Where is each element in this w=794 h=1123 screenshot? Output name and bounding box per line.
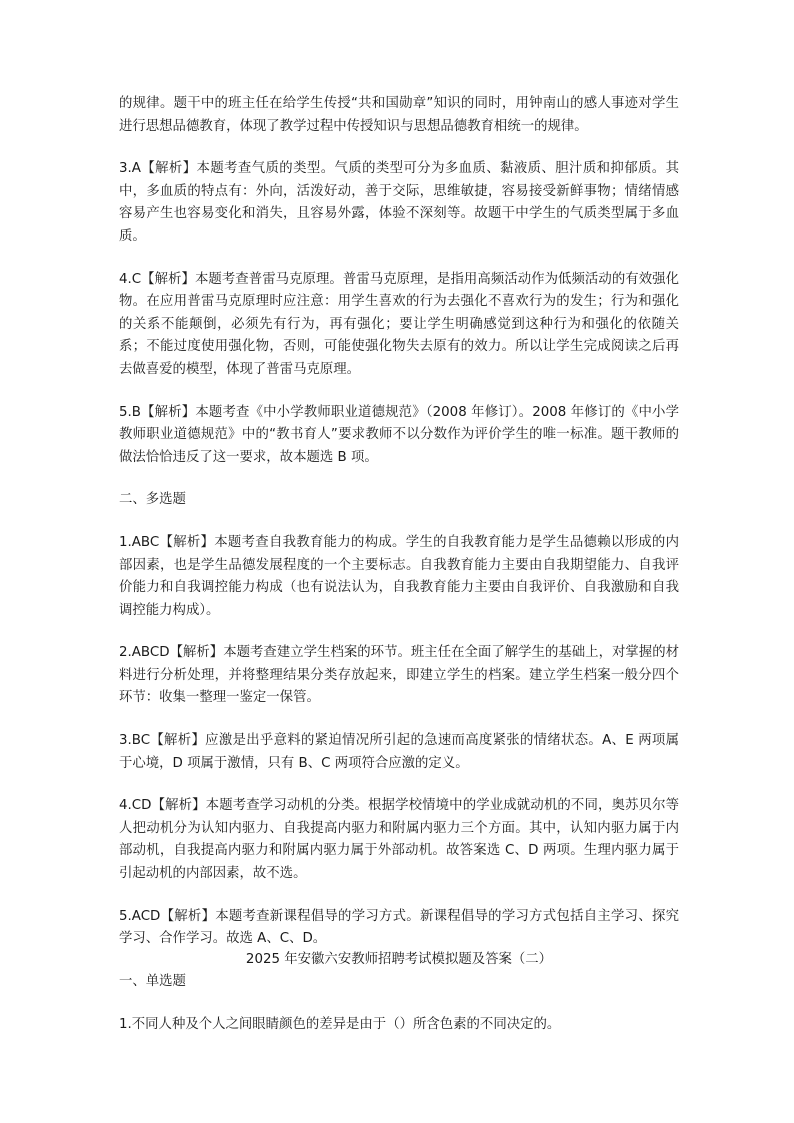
paragraph-answer-5b: 5.B【解析】本题考查《中小学教师职业道德规范》（2008 年修订）。2008 年修订的《中小学教师职业道德规范》中的“教书育人”要求教师不以分数作为评价学生的唯一标准。题干教师的做法恰恰违反了这一要求，故本题选 B 项。 — [119, 404, 679, 465]
section-heading-multiple-choice: 二、多选题 — [119, 492, 186, 508]
paragraph-answer-2abcd: 2.ABCD【解析】本题考查建立学生档案的环节。班主任在全面了解学生的基础上，对掌握的材料进行分析处理，并将整理结果分类存放起来，即建立学生的档案。建立学生档案一般分四个环节：收集一整理一鉴定一保管。 — [119, 645, 679, 706]
paragraph-answer-3bc: 3.BC【解析】应激是出乎意料的紧迫情况所引起的急速而高度紧张的情绪状态。A、E 两项属于心境，D 项属于激情，只有 B、C 两项符合应激的定义。 — [119, 733, 679, 771]
question-1: 1.不同人种及个人之间眼睛颜色的差异是由于（）所含色素的不同决定的。 — [119, 1017, 561, 1032]
paragraph-answer-4cd: 4.CD【解析】本题考查学习动机的分类。根据学校情境中的学业成就动机的不同，奥苏贝尔等人把动机分为认知内驱力、自我提高内驱力和附属内驱力三个方面。其中，认知内驱力属于内部动机，自我提高内驱力和附属内驱力属于外部动机。故答案选 C、D 两项。生理内驱力属于引起动机的内部因素，故不选。 — [119, 798, 679, 882]
exam-title: 2025 年安徽六安教师招聘考试模拟题及答案（二） — [245, 951, 553, 967]
paragraph-answer-1abc: 1.ABC【解析】本题考查自我教育能力的构成。学生的自我教育能力是学生品德赖以形成的内部因素，也是学生品德发展程度的一个主要标志。自我教育能力主要由自我期望能力、自我评价能力和自我调控能力构成（也有说法认为，自我教育能力主要由自我评价、自我激励和自我调控能力构成）。 — [119, 534, 679, 618]
paragraph-teaching-law: 的规律。题干中的班主任在给学生传授“共和国勋章”知识的同时，用钟南山的感人事迹对学生进行思想品德教育，体现了教学过程中传授知识与思想品德教育相统一的规律。 — [119, 96, 679, 134]
section-heading-single-choice: 一、单选题 — [119, 974, 186, 990]
document-page — [119, 93, 679, 1057]
paragraph-answer-3a: 3.A【解析】本题考查气质的类型。气质的类型可分为多血质、黏液质、胆汁质和抑郁质。其中，多血质的特点有：外向，活泼好动，善于交际，思维敏捷，容易接受新鲜事物；情绪情感容易产生也容易变化和消失，且容易外露，体验不深刻等。故题干中学生的气质类型属于多血质。 — [119, 161, 679, 244]
paragraph-answer-5acd: 5.ACD【解析】本题考查新课程倡导的学习方式。新课程倡导的学习方式包括自主学习、探究学习、合作学习。故选 A、C、D。 — [119, 908, 679, 947]
paragraph-answer-4c: 4.C【解析】本题考查普雷马克原理。普雷马克原理，是指用高频活动作为低频活动的有效强化物。在应用普雷马克原理时应注意：用学生喜欢的行为去强化不喜欢行为的发生；行为和强化的关系不能颠倒，必须先有行为，再有强化；要让学生明确感觉到这种行为和强化的依随关系；不能过度使用强化物，否则，可能使强化物失去原有的效力。所以让学生完成阅读之后再去做喜爱的模型，体现了普雷马克原理。 — [119, 271, 679, 377]
